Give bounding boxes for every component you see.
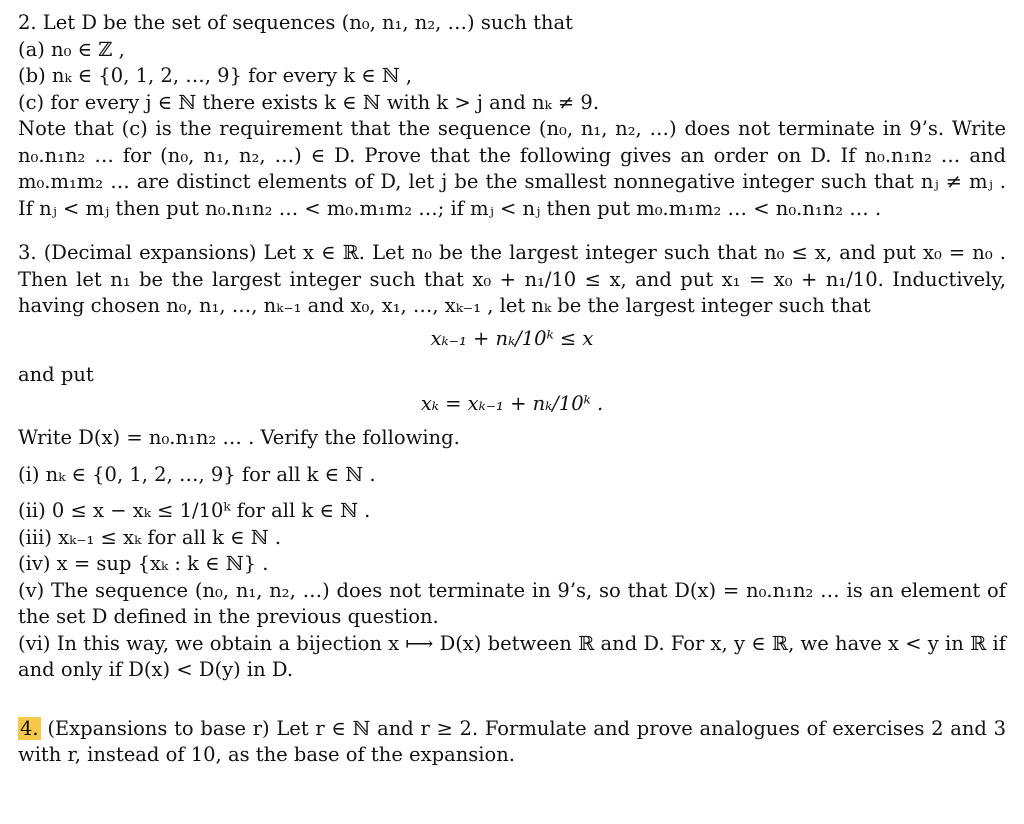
- exercise-4: [18, 716, 1006, 769]
- display-inequality: xₖ₋₁ + nₖ/10ᵏ ≤ x: [430, 326, 594, 350]
- exercise-3: [18, 240, 1006, 684]
- condition-b: (b) nₖ ∈ {0, 1, 2, …, 9} for every k ∈ ℕ ,: [18, 64, 413, 87]
- display-recursion: xₖ = xₖ₋₁ + nₖ/10ᵏ .: [420, 391, 604, 415]
- condition-a: (a) n₀ ∈ ℤ ,: [18, 37, 125, 61]
- section-gap: [18, 702, 1006, 716]
- item-ii: (ii) 0 ≤ x − xₖ ≤ 1/10ᵏ for all k ∈ ℕ .: [18, 499, 371, 522]
- section-gap: [18, 222, 1006, 240]
- condition-c: (c) for every j ∈ ℕ there exists k ∈ ℕ with k > j and nₖ ≠ 9.: [18, 90, 600, 114]
- item-v: (v) The sequence (n₀, n₁, n₂, …) does not terminate in 9’s, so that D(x) = n₀.n₁n₂ … is an element of the set D defined in the previous question.: [18, 578, 1006, 628]
- exercise-2-note: Note that (c) is the requirement that the sequence (n₀, n₁, n₂, …) does not terminate in 9’s. Write n₀.n₁n₂ … for (n₀, n₁, n₂, …) ∈ D. Prove that the following gives an order on D. If n₀.n₁n₂ … and m₀.m₁m₂ … are distinct elements of D, let j be the smallest nonnegative integer such that nⱼ ≠ mⱼ . If nⱼ < mⱼ then put n₀.n₁n₂ … < m₀.m₁m₂ …; if mⱼ < nⱼ then put m₀.m₁m₂ … < n₀.n₁n₂ … .: [18, 117, 1006, 220]
- item-iii: (iii) xₖ₋₁ ≤ xₖ for all k ∈ ℕ .: [18, 525, 282, 549]
- exercise-4-number-highlight: 4.: [20, 716, 39, 740]
- exercise-3-intro: 3. (Decimal expansions) Let x ∈ ℝ. Let n₀ be the largest integer such that n₀ ≤ x, and put x₀ = n₀ . Then let n₁ be the largest integer such that x₀ + n₁/10 ≤ x, and put x₁ = x₀ + n₁/10. Inductively, having chosen n₀, n₁, …, nₖ₋₁ and x₀, x₁, …, xₖ₋₁ , let nₖ be the largest integer such that: [18, 241, 1006, 317]
- write-dx-text: Write D(x) = n₀.n₁n₂ … . Verify the following.: [18, 426, 460, 449]
- item-iv: (iv) x = sup {xₖ : k ∈ ℕ} .: [18, 552, 269, 575]
- item-vi: (vi) In this way, we obtain a bijection x ⟼ D(x) between ℝ and D. For x, y ∈ ℝ, we have x < y in ℝ if and only if D(x) < D(y) in D.: [18, 631, 1006, 681]
- exercise-2: [18, 10, 1006, 222]
- section-gap: [18, 684, 1006, 702]
- and-put-text: and put: [18, 363, 94, 386]
- exercise-4-text: (Expansions to base r) Let r ∈ ℕ and r ≥ 2. Formulate and prove analogues of exercises 2 and 3 with r, instead of 10, as the base of the expansion.: [18, 716, 1006, 766]
- exercise-2-statement: 2. Let D be the set of sequences (n₀, n₁, n₂, …) such that: [18, 11, 573, 34]
- item-i: (i) nₖ ∈ {0, 1, 2, …, 9} for all k ∈ ℕ .: [18, 462, 376, 486]
- exercise-4-statement: [18, 716, 1006, 769]
